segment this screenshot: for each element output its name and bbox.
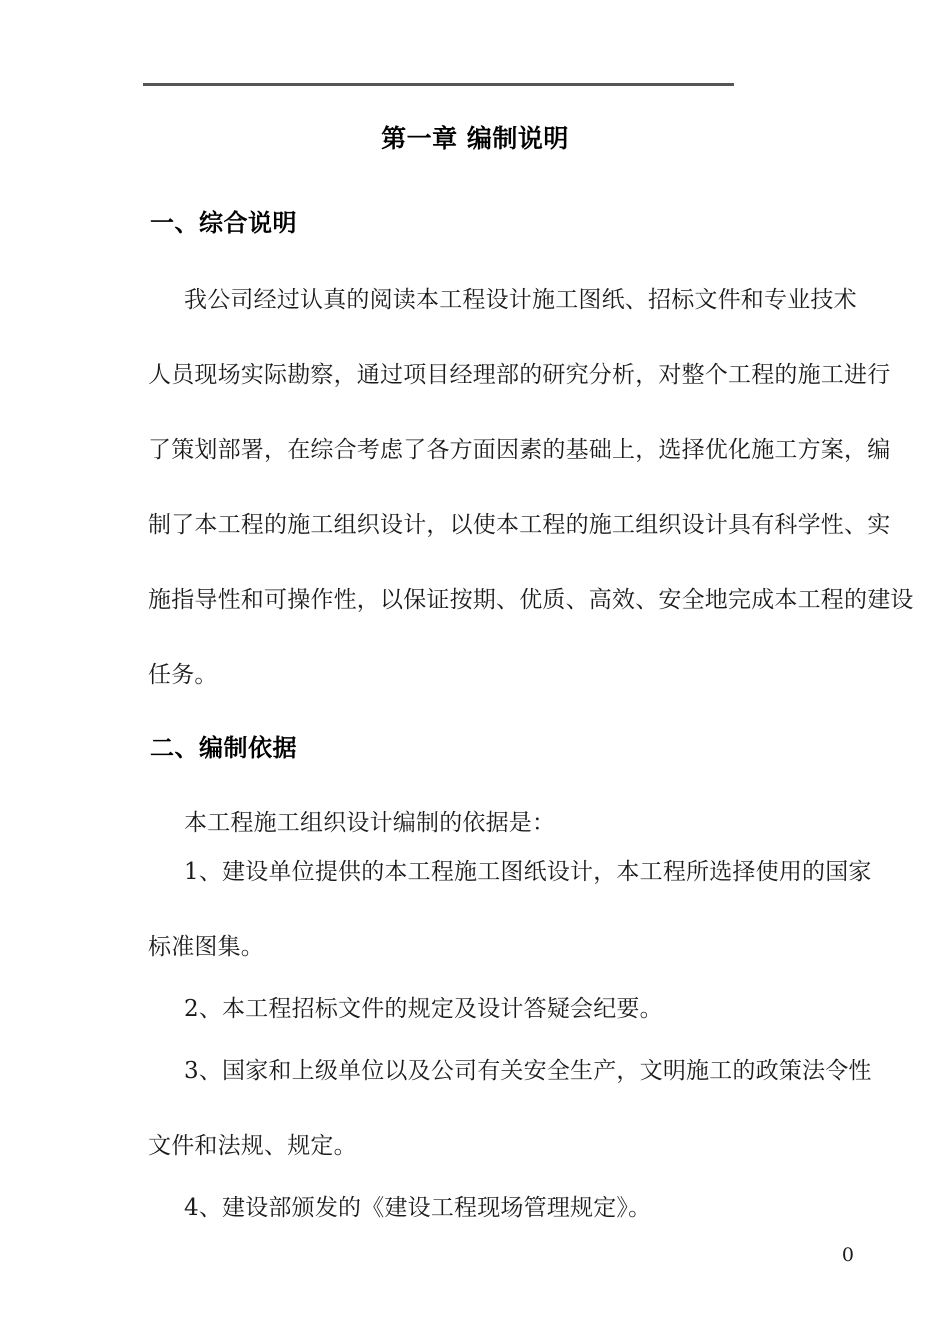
page-title: 第一章 编制说明 — [381, 124, 569, 153]
paragraph-line: 了策划部署，在综合考虑了各方面因素的基础上，选择优化施工方案，编 — [148, 437, 891, 463]
paragraph-line: 制了本工程的施工组织设计，以使本工程的施工组织设计具有科学性、实 — [148, 512, 891, 538]
list-item-continuation: 标准图集。 — [148, 934, 264, 960]
paragraph-line: 我公司经过认真的阅读本工程设计施工图纸、招标文件和专业技术 — [184, 287, 857, 313]
list-item: 1、建设单位提供的本工程施工图纸设计，本工程所选择使用的国家 — [184, 859, 872, 885]
paragraph-line: 人员现场实际勘察，通过项目经理部的研究分析，对整个工程的施工进行 — [148, 362, 891, 388]
list-item: 4、建设部颁发的《建设工程现场管理规定》。 — [184, 1195, 652, 1221]
paragraph-line: 任务。 — [148, 662, 218, 688]
list-item-continuation: 文件和法规、规定。 — [148, 1133, 357, 1159]
list-item: 3、国家和上级单位以及公司有关安全生产，文明施工的政策法令性 — [184, 1058, 872, 1084]
page-number: 0 — [841, 1244, 854, 1266]
section-heading-comprehensive-description: 一、综合说明 — [150, 209, 297, 237]
header-rule-divider — [143, 83, 734, 86]
section-heading-compilation-basis: 二、编制依据 — [150, 734, 297, 762]
paragraph-line: 施指导性和可操作性，以保证按期、优质、高效、安全地完成本工程的建设 — [148, 587, 914, 613]
list-item: 2、本工程招标文件的规定及设计答疑会纪要。 — [184, 996, 663, 1022]
section-intro-line: 本工程施工组织设计编制的依据是： — [184, 810, 556, 836]
